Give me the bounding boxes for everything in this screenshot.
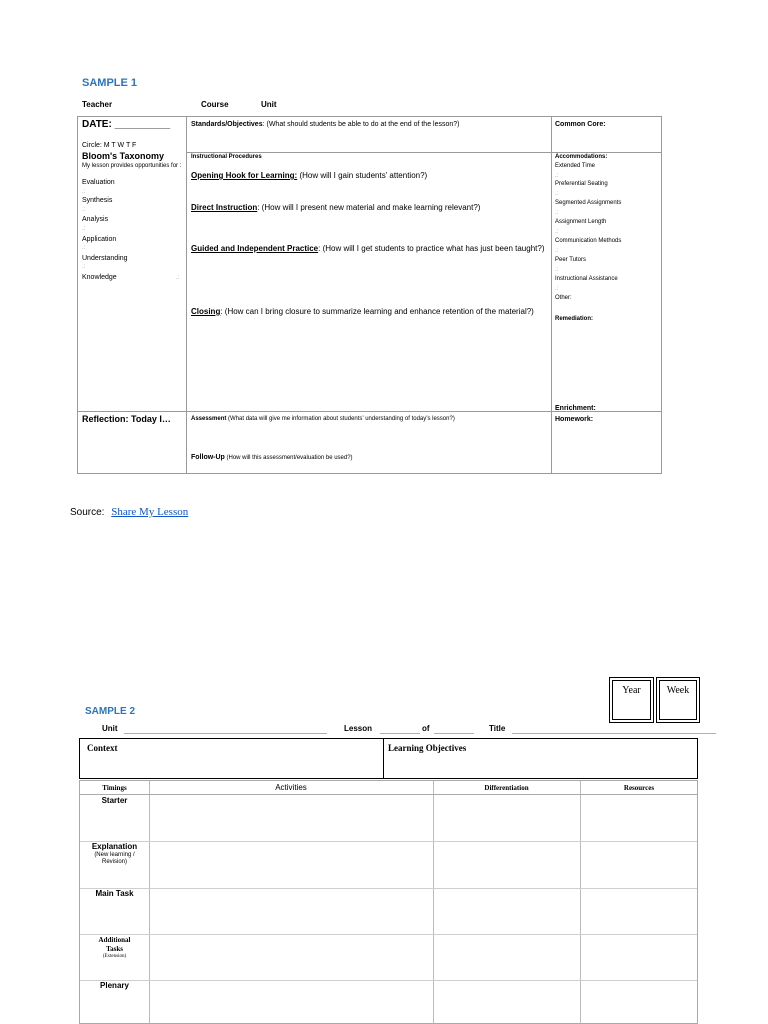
teacher-label: Teacher: [82, 100, 113, 109]
reflection-label: Reflection: Today I…: [82, 414, 171, 424]
row-additional-sub: (Extension): [102, 954, 127, 959]
row-explanation: Explanation: [91, 842, 138, 851]
level-knowledge: Knowledge: [82, 274, 117, 281]
row-starter: Starter: [101, 796, 128, 805]
week-box: [656, 677, 700, 723]
opening-hook-text: (How will I gain students’ attention?): [297, 171, 428, 180]
course-label: Course: [201, 100, 229, 109]
accommodation-assignment-length: Assignment Length: [555, 219, 607, 225]
year-box: [609, 677, 654, 723]
accommodation-preferential-seating: Preferential Seating: [555, 181, 608, 187]
standards-label: Standards/Objectives: [191, 121, 263, 128]
accommodation-communication-methods: Communication Methods: [555, 238, 622, 244]
row-plenary: Plenary: [100, 981, 129, 990]
accommodations-label: Accommodations:: [555, 154, 608, 160]
level-synthesis: Synthesis: [82, 197, 113, 204]
level-analysis: Analysis: [82, 216, 109, 223]
row-main-task: Main Task: [95, 889, 134, 898]
direct-instruction-text: : (How will I present new material and make learning relevant?): [257, 203, 481, 212]
guided-practice-label: Guided and Independent Practice: [191, 244, 319, 253]
objectives-box: [383, 738, 698, 779]
row-additional-tasks: Additional Tasks: [98, 936, 131, 953]
instructional-procedures-label: Instructional Procedures: [191, 154, 262, 160]
opening-hook-label: Opening Hook for Learning:: [191, 171, 298, 180]
sample1-title: SAMPLE 1: [82, 77, 138, 89]
objectives-label: Learning Objectives: [388, 743, 467, 753]
closing-text: : (How can I bring closure to summarize learning and enhance retention of the material?): [220, 307, 534, 316]
source-link[interactable]: Share My Lesson: [111, 506, 189, 518]
blooms-title: Bloom's Taxonomy: [82, 151, 164, 161]
lesson-label: Lesson: [344, 724, 373, 733]
source-line: [70, 506, 188, 518]
source-label: Source:: [70, 507, 105, 518]
row-explanation-sub: (New learning / Revision): [94, 852, 135, 865]
sample2-activity-table: [79, 780, 698, 1024]
level-understanding: Understanding: [82, 255, 128, 262]
accommodation-peer-tutors: Peer Tutors: [555, 257, 587, 263]
assessment-text: (What data will give me information about students’ understanding of today’s lesson?): [226, 416, 455, 422]
level-evaluation: Evaluation: [82, 179, 115, 186]
guided-practice-text: : (How will I get students to practice what has just been taught?): [318, 244, 545, 253]
follow-up-text: (How will this assessment/evaluation be used?): [224, 455, 353, 461]
col-differentiation: Differentiation: [484, 784, 529, 792]
unit-label: Unit: [261, 100, 277, 109]
common-core-label: Common Core:: [555, 121, 606, 128]
remediation-label: Remediation:: [555, 316, 594, 322]
standards-text: : (What should students be able to do at the end of the lesson?): [262, 121, 460, 128]
assessment-label: Assessment: [191, 416, 227, 422]
year-label: Year: [622, 685, 641, 696]
accommodation-instructional-assistance: Instructional Assistance: [555, 276, 618, 282]
context-label: Context: [87, 743, 118, 753]
homework-label: Homework:: [555, 416, 594, 423]
enrichment-label: Enrichment:: [555, 405, 596, 412]
follow-up-label: Follow-Up: [191, 454, 225, 461]
title-label: Title: [489, 724, 506, 733]
of-label: of: [422, 724, 430, 733]
level-application: Application: [82, 236, 117, 243]
sample1-lesson-plan-table: DATE: __________ Circle: M T W T F Bloom's Taxonomy My lesson provides opportunities for : Evaluation .: Synthesis .: Analysis .: Application .: Understanding .: Knowledge .: Reflection: Today I… Standards/Objectives: (What should students be able to do at the end of the lesson?) Instructional Procedures Opening Hook for Learning: (How will I gain students’ attention?) Direct Instruction: (How will I present new material and make learning relevant?) Guided and Independent Practice: (How will I get students to practice what has just been taught?) Closing: (How can I bring closure to summarize learning and enhance retention of the material?) Assessment (What data will give me information about students’ understanding of today’s lesson?) Follow-Up (How will this assessment/evaluation be used?) Common Core: Accommodations: Extended Time .: Preferential Seating .: Segmented Assignments .: Assignment Length .: Communication Methods .: Peer Tutors .: Instructional Assistance .: Other: Remediation: Enrichment: Homework:: [77, 116, 662, 474]
closing-label: Closing: [191, 307, 221, 316]
accommodation-segmented-assignments: Segmented Assignments: [555, 200, 622, 206]
context-box: [79, 738, 384, 779]
unit-label-2: Unit: [102, 724, 118, 733]
date-field: DATE: __________: [82, 119, 171, 130]
col-timings: Timings: [102, 784, 127, 792]
sample2-title: SAMPLE 2: [85, 706, 136, 717]
blooms-subtitle: My lesson provides opportunities for :: [82, 163, 182, 169]
week-label: Week: [666, 685, 690, 696]
col-resources: Resources: [623, 784, 655, 792]
accommodation-other: Other:: [555, 295, 572, 301]
circle-days: Circle: M T W T F: [82, 142, 137, 149]
accommodation-extended-time: Extended Time: [555, 163, 596, 169]
direct-instruction-label: Direct Instruction: [191, 203, 258, 212]
col-activities: Activities: [275, 783, 307, 792]
